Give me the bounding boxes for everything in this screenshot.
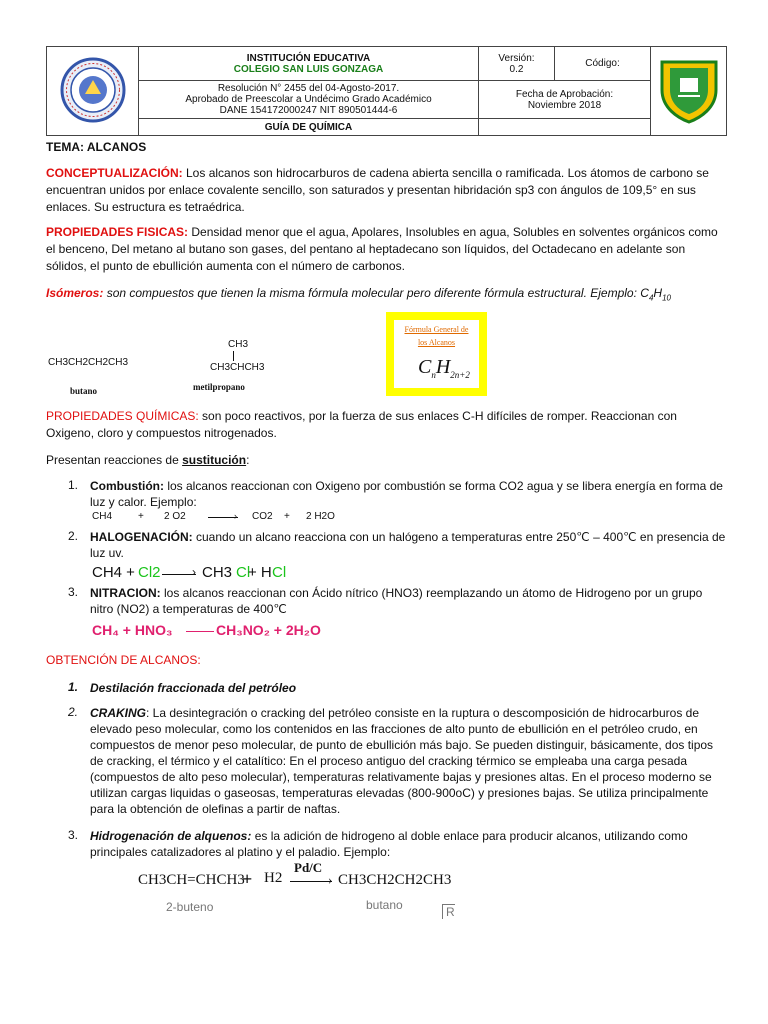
version-cell [479,47,555,81]
nitration-arrow [186,631,214,632]
institution-cell [139,47,479,81]
combustion-reactant-b: 2 O2 [164,511,186,522]
halogen-cl2: Cl2 [138,564,161,581]
physical-label: PROPIEDADES FISICAS: [46,225,189,239]
code-cell [555,47,651,81]
reaction-2-text [90,529,726,561]
isomers-sub2: 10 [662,293,671,303]
isomers-h: H [653,286,663,300]
reaction-3-text [90,585,726,617]
reaction-2-number: 2. [68,529,79,543]
hydrogenation-h2: H2 [264,870,283,886]
obtention-1-label: Destilación fraccionada del petróleo [90,681,297,695]
nitration-equation [92,622,352,642]
obtention-2-text [90,705,726,817]
substitution-word: sustitución [182,453,247,467]
halogen-equation [92,564,332,584]
halogen-ch3: CH3 [202,564,233,581]
version-value: 0.2 [509,63,524,75]
reaction-1-body: los alcanos reaccionan con Oxigeno por combustión se forma CO2 agua y se libera energía en forma de luz y calor. Ejemplo: [90,479,723,509]
methylpropane-bond [233,351,234,361]
hydrogenation-plus: + [242,869,253,889]
combustion-reactant-a: CH4 [92,511,113,522]
hydrogenation-product-name: butano [366,898,403,912]
guide-cell [139,119,479,136]
topic-title: TEMA: ALCANOS [46,140,147,154]
gf-c-sub: n [431,370,436,380]
obtention-2-label: CRAKING [90,706,146,720]
hydrogenation-product: CH3CH2CH2CH3 [338,872,452,888]
reaction-1-text [90,478,726,510]
chemical-text: son poco reactivos, por la fuerza de sus enlaces C-H difíciles de romper. Reaccionan con Oxigeno, cloro y compuestos nitrogenados. [46,409,677,440]
institution-line2: COLEGIO SAN LUIS GONZAGA [233,63,384,75]
methylpropane-name: metilpropano [193,382,245,392]
isomers-sub1: 4 [648,293,654,303]
hydrogenation-catalyst: Pd/C [294,860,323,875]
chemical-label: PROPIEDADES QUÍMICAS: [46,409,199,423]
combustion-product-d: 2 H2O [306,511,335,522]
empty-cell [479,119,651,136]
reaction-1-number: 1. [68,478,79,492]
obtention-2-number: 2. [68,705,79,719]
reaction-3-body: los alcanos reaccionan con Ácido nítrico (HNO3) reemplazando un átomo de Hidrogeno por un grupo nitro (NO2) a temperaturas de 400℃ [90,586,703,616]
approval-date-value: Noviembre 2018 [527,99,602,111]
gf-h: H [435,356,451,378]
general-formula-expression [418,356,470,380]
gf-c: C [418,356,432,378]
halogen-reactant: CH4 + [92,564,135,581]
combustion-plus-1: + [138,511,144,522]
hydrogenation-arrowhead: › [328,872,333,887]
approval-date-label: Fecha de Aprobación: [515,88,614,100]
nitration-reactants: CH₄ + HNO₃ [92,622,173,638]
obtention-3-body: es la adición de hidrogeno al doble enlace para producir alcanos, utilizando como principales catalizadores al platino y el paladio. Ejemplo: [90,829,688,859]
school-shield-logo [658,56,720,124]
butane-formula: CH3CH2CH2CH3 [48,357,129,368]
reaction-3-number: 3. [68,585,79,599]
hydrogenation-arrow [290,881,332,882]
hydrogenation-corner-mark: R [442,904,455,919]
general-formula-title-line1: Fórmula General de [404,325,469,334]
physical-paragraph [46,224,726,275]
obtention-2-body: : La desintegración o cracking del petróleo consiste en la ruptura o descomposición de hidrocarburos de elevado peso molecular, como los contenidos en las fracciones de alto punto de ebullición en el petróleo crudo, en compuestos de menor peso molecular, de punto de ebullición más bajo. Se pueden distinguir, básicamente, dos tipos de cracking, el térmico y el catalítico: En el proceso antiguo del cracking térmico se empleaba una carga pesada (compuestos de alto peso molecular), temperaturas relativamente bajas y presiones altas. En el proceso moderno se utilizan cargas liquidas o gaseosas, temperaturas elevadas (800-900oC) y presiones bajas. Se utiliza principalmente para la obtención de olefinas a partir de naftas. [90,706,714,816]
obtention-1-text [90,680,726,696]
halogen-arrowhead: › [192,565,196,579]
version-label: Versión: [498,52,535,64]
substitution-suffix: : [246,453,250,467]
hydrogenation-equation [138,862,478,932]
nitration-products: CH₃NO₂ + 2H₂O [216,622,321,638]
halogen-cl-b: Cl [272,564,287,581]
general-formula-title [394,323,479,349]
isomers-label: Isómeros: [46,286,104,300]
isomers-paragraph [46,285,726,306]
methylpropane-formula: CH3CHCH3 [210,362,265,373]
reaction-3-label: NITRACION: [90,586,161,600]
general-formula-inner [394,320,479,388]
dane-text: DANE 154172000247 NIT 890501444-6 [219,105,398,116]
halogen-plus-h: + H [248,564,272,581]
approval-date-cell [479,81,651,119]
concept-paragraph [46,165,726,216]
general-formula-title-line2: los Alcanos [417,338,456,347]
substitution-paragraph [46,452,726,469]
obtention-3-text [90,828,726,860]
concept-label: CONCEPTUALIZACIÓN: [46,166,183,180]
reaction-1-label: Combustión: [90,479,164,493]
code-label: Código: [585,58,620,69]
resolution-text: Resolución N° 2455 del 04-Agosto-2017. [217,83,400,94]
school-seal-logo [59,56,127,124]
general-formula-box [386,312,487,396]
combustion-product-c: CO2 [252,511,273,522]
methylpropane-top: CH3 [228,339,249,350]
reaction-2-body: cuando un alcano reacciona con un halógeno a temperaturas entre 250℃ – 400℃ en presencia de luz uv. [90,530,726,560]
obtention-3-label: Hidrogenación de alquenos: [90,829,252,843]
combustion-plus-2: + [284,511,290,522]
right-logo-cell [651,47,727,136]
combustion-arrowhead: › [234,511,237,521]
halogen-arrow [162,574,196,575]
guide-title: GUÍA DE QUÍMICA [264,121,353,133]
header-table [46,46,727,136]
reaction-2-label: HALOGENACIÓN: [90,530,193,544]
combustion-equation [92,511,352,527]
hydrogenation-reactant: CH3CH=CHCH3 [138,872,245,888]
left-logo-cell [47,47,139,136]
obtention-title: OBTENCIÓN DE ALCANOS: [46,653,201,667]
concept-text: Los alcanos son hidrocarburos de cadena abierta sencilla o ramificada. Los átomos de carbono se encuentran unidos por enlace covalente sencillo, son saturados y presentan hibridación sp3 con ángulos de 109,5° en sus enlaces. Su estructura es tetraédrica. [46,166,709,214]
institution-line1: INSTITUCIÓN EDUCATIVA [246,52,371,64]
obtention-3-number: 3. [68,828,79,842]
approved-text: Aprobado de Preescolar a Undécimo Grado Académico [185,94,432,105]
butane-name: butano [70,386,98,396]
chemical-paragraph [46,408,726,442]
isomers-text: son compuestos que tienen la misma fórmula molecular pero diferente fórmula estructural. Ejemplo: C [103,286,649,300]
gf-h-sub: 2n+2 [450,370,470,380]
substitution-prefix: Presentan reacciones de [46,453,183,467]
physical-text: Densidad menor que el agua, Apolares, Insolubles en agua, Solubles en solventes orgánicos como el benceno, Del metano al butano son gases, del pentano al heptadecano son líquidos, del Octadecano en adelante son sólidos, el punto de ebullición aumenta con el número de carbonos. [46,225,718,273]
obtention-1-number: 1. [68,680,79,694]
halogen-cl: Cl [236,564,251,581]
resolution-cell [139,81,479,119]
hydrogenation-reactant-name: 2-buteno [166,900,214,914]
